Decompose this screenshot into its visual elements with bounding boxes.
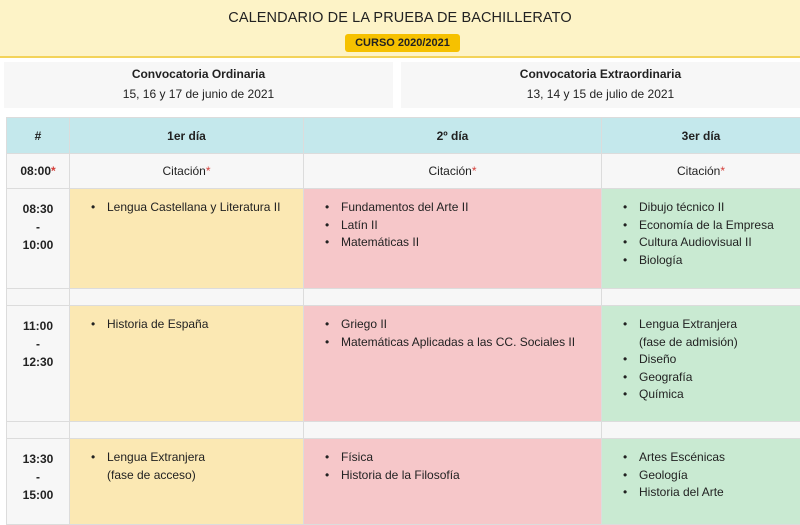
list-item: • Historia del Arte	[623, 484, 800, 502]
day3-subjects	[602, 306, 800, 422]
citacion-cell	[304, 154, 602, 189]
day2-subjects	[304, 306, 602, 422]
day3-subjects	[602, 439, 800, 525]
time-separator: -	[36, 470, 40, 484]
list-item: • Artes Escénicas	[623, 449, 800, 467]
column-header-number: #	[7, 118, 70, 154]
convocatoria-ordinaria-dates: 15, 16 y 17 de junio de 2021	[122, 87, 275, 101]
list-item: • Lengua Castellana y Literatura II	[91, 199, 303, 217]
time-start: 08:30	[22, 202, 54, 216]
day2-subjects	[304, 189, 602, 289]
time-separator: -	[36, 337, 40, 351]
asterisk: *	[205, 164, 211, 178]
list-item: • Historia de la Filosofía	[325, 467, 601, 485]
column-header-day3: 3er día	[602, 118, 800, 154]
list-item-note: (fase de acceso)	[107, 467, 196, 482]
convocatoria-extraordinaria-dates: 13, 14 y 15 de julio de 2021	[526, 87, 675, 101]
citacion-time: 08:00	[20, 164, 52, 178]
page-header	[0, 0, 800, 58]
citacion-label: Citación	[162, 164, 206, 178]
time-slot	[7, 189, 70, 289]
list-item: • Matemáticas Aplicadas a las CC. Sociales II	[325, 334, 601, 352]
list-item: • Fundamentos del Arte II	[325, 199, 601, 217]
time-slot	[7, 439, 70, 525]
asterisk: *	[720, 164, 726, 178]
list-item: • Lengua Extranjera	[623, 316, 800, 334]
column-header-day1: 1er día	[70, 118, 304, 154]
citacion-label: Citación	[676, 164, 721, 178]
asterisk: *	[471, 164, 477, 178]
table-row	[7, 306, 800, 422]
convocatoria-extraordinaria-name: Convocatoria Extraordinaria	[519, 67, 682, 81]
list-item-note: (fase de admisión)	[639, 334, 738, 349]
day2-subjects	[304, 439, 602, 525]
citacion-cell	[70, 154, 304, 189]
column-header-day2: 2º día	[304, 118, 602, 154]
convocatoria-extraordinaria	[401, 62, 800, 108]
list-item: • Física	[325, 449, 601, 467]
list-item: • Dibujo técnico II	[623, 199, 800, 217]
table-row	[7, 439, 800, 525]
schedule-table	[6, 117, 800, 525]
time-end: 15:00	[22, 488, 54, 502]
table-row	[7, 189, 800, 289]
asterisk: *	[51, 164, 56, 178]
list-item: • Lengua Extranjera	[91, 449, 303, 467]
time-start: 13:30	[22, 452, 54, 466]
time-end: 10:00	[22, 238, 54, 252]
list-item: • Geología	[623, 467, 800, 485]
list-item: • Historia de España	[91, 316, 303, 334]
list-item: • Economía de la Empresa	[623, 217, 800, 235]
list-item: • Diseño	[623, 351, 800, 369]
day1-subjects	[70, 189, 304, 289]
list-item: • Latín II	[325, 217, 601, 235]
convocatoria-ordinaria	[4, 62, 393, 108]
page-title: CALENDARIO DE LA PRUEBA DE BACHILLERATO	[228, 10, 572, 26]
list-item: • Geografía	[623, 369, 800, 387]
citacion-label: Citación	[428, 164, 472, 178]
list-item: • Cultura Audiovisual II	[623, 234, 800, 252]
time-start: 11:00	[22, 319, 54, 333]
list-item: • Biología	[623, 252, 800, 270]
time-slot	[7, 306, 70, 422]
spacer-row	[7, 422, 800, 439]
table-header-row	[7, 118, 800, 154]
day1-subjects	[70, 439, 304, 525]
course-badge: CURSO 2020/2021	[345, 34, 460, 52]
day1-subjects	[70, 306, 304, 422]
list-item: • Griego II	[325, 316, 601, 334]
day3-subjects	[602, 189, 800, 289]
citacion-cell	[602, 154, 800, 189]
time-end: 12:30	[22, 355, 54, 369]
citacion-row	[7, 154, 800, 189]
time-separator: -	[36, 220, 40, 234]
spacer-row	[7, 289, 800, 306]
list-item: • Matemáticas II	[325, 234, 601, 252]
citacion-time-cell	[7, 154, 70, 189]
list-item: • Química	[623, 386, 800, 404]
convocatoria-ordinaria-name: Convocatoria Ordinaria	[131, 67, 266, 81]
